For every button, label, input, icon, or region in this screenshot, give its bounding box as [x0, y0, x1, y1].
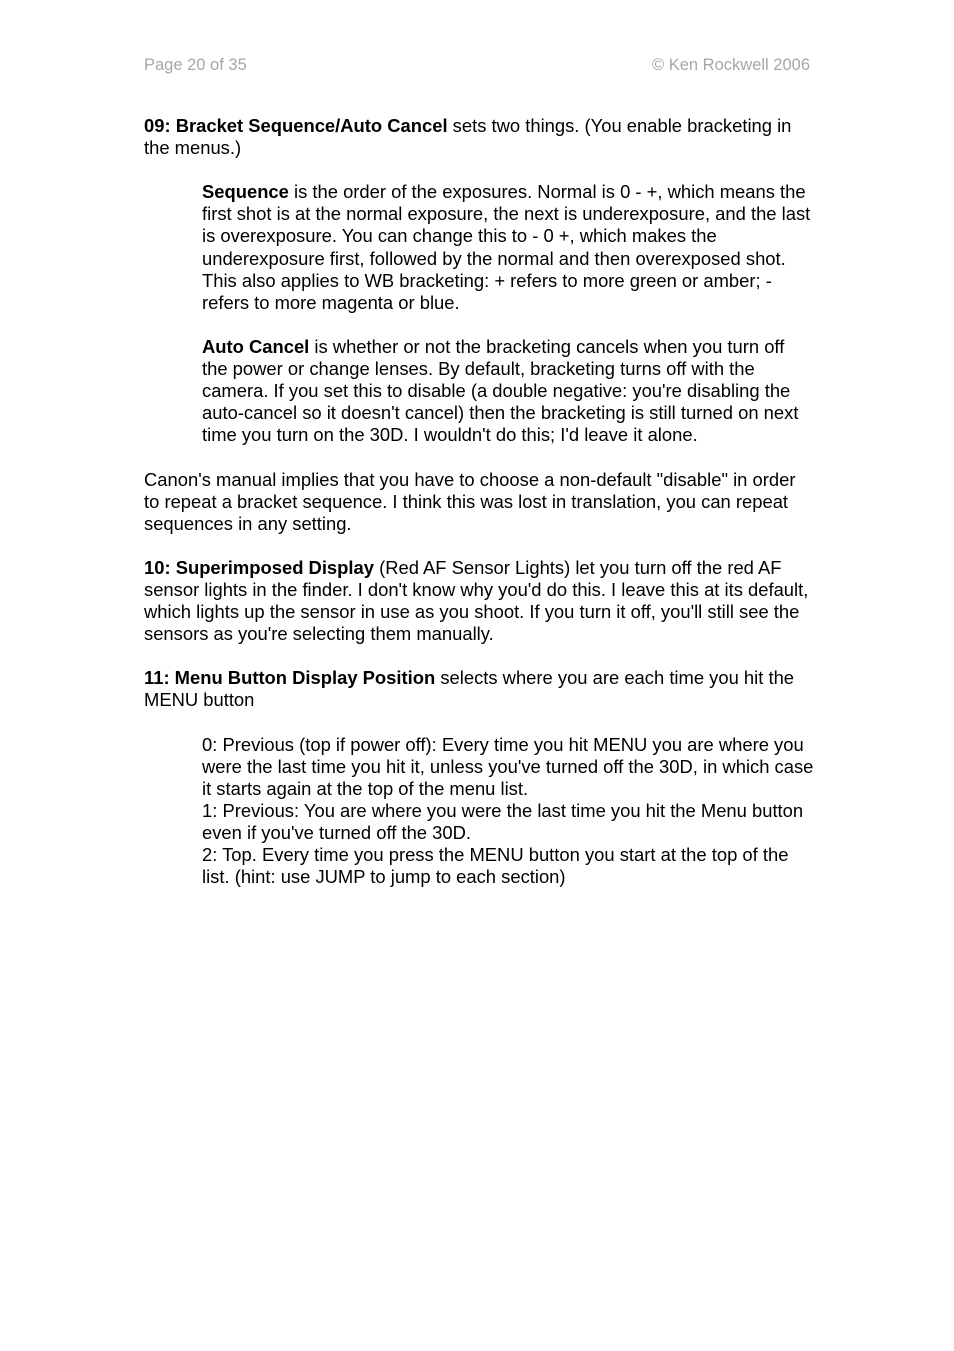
- sequence-text: is the order of the exposures. Normal is 0 - +, which means the first shot is at the normal exposure, the next is underexposure, and the last is overexposure. You can change this to - 0 +, which makes the underexposure first, followed by the normal and then overexposed shot. This also applies to WB bracketing: + refers to more green or amber; - refers to more magenta or blue.: [202, 181, 811, 313]
- page-number: Page 20 of 35: [144, 56, 247, 74]
- auto-cancel-term: Auto Cancel: [202, 335, 310, 357]
- section-09-intro: [144, 115, 814, 159]
- option-item: 1: Previous: You are where you were the last time you hit the Menu button even if you've turned off the 30D.: [202, 799, 804, 843]
- page-content: [144, 115, 814, 888]
- section-11-text: selects where you are each time you hit the MENU button: [144, 667, 795, 711]
- section-11-paragraph: [144, 667, 814, 711]
- section-10-title: 10: Superimposed Display: [144, 556, 374, 578]
- sequence-term: Sequence: [202, 181, 289, 203]
- page-header: [144, 56, 810, 78]
- canon-manual-note: Canon's manual implies that you have to choose a non-default "disable" in order to repeat a bracket sequence. I think this was lost in translation, you can repeat sequences in any setting.: [144, 468, 796, 534]
- menu-position-options: [202, 734, 814, 889]
- section-10-paragraph: [144, 557, 814, 645]
- section-11-title: 11: Menu Button Display Position: [144, 667, 436, 689]
- sequence-paragraph: [202, 181, 814, 314]
- section-10-text: (Red AF Sensor Lights) let you turn off the red AF sensor lights in the finder. I don't know why you'd do this. I leave this at its default, which lights up the sensor in use as you shoot. If you turn it off, you'll still see the sensors as you're selecting them manually.: [144, 556, 809, 645]
- section-09-title: 09: Bracket Sequence/Auto Cancel: [144, 115, 448, 136]
- option-item: 0: Previous (top if power off): Every time you hit MENU you are where you were the last time you hit it, unless you've turned off the 30D, in which case it starts again at the top of the menu list.: [202, 733, 814, 799]
- option-item: 2: Top. Every time you press the MENU button you start at the top of the list. (hint: use JUMP to jump to each section): [202, 844, 789, 888]
- copyright-notice: © Ken Rockwell 2006: [652, 56, 810, 74]
- auto-cancel-text: is whether or not the bracketing cancels when you turn off the power or change lenses. By default, bracketing turns off with the camera. If you set this to disable (a double negative: you're disabling the auto-cancel so it doesn't cancel) then the bracketing is still turned on next time you turn on the 30D. I wouldn't do this; I'd leave it alone.: [202, 335, 799, 446]
- auto-cancel-paragraph: [202, 336, 814, 446]
- section-09-intro-text: sets two things. (You enable bracketing in the menus.): [144, 115, 792, 159]
